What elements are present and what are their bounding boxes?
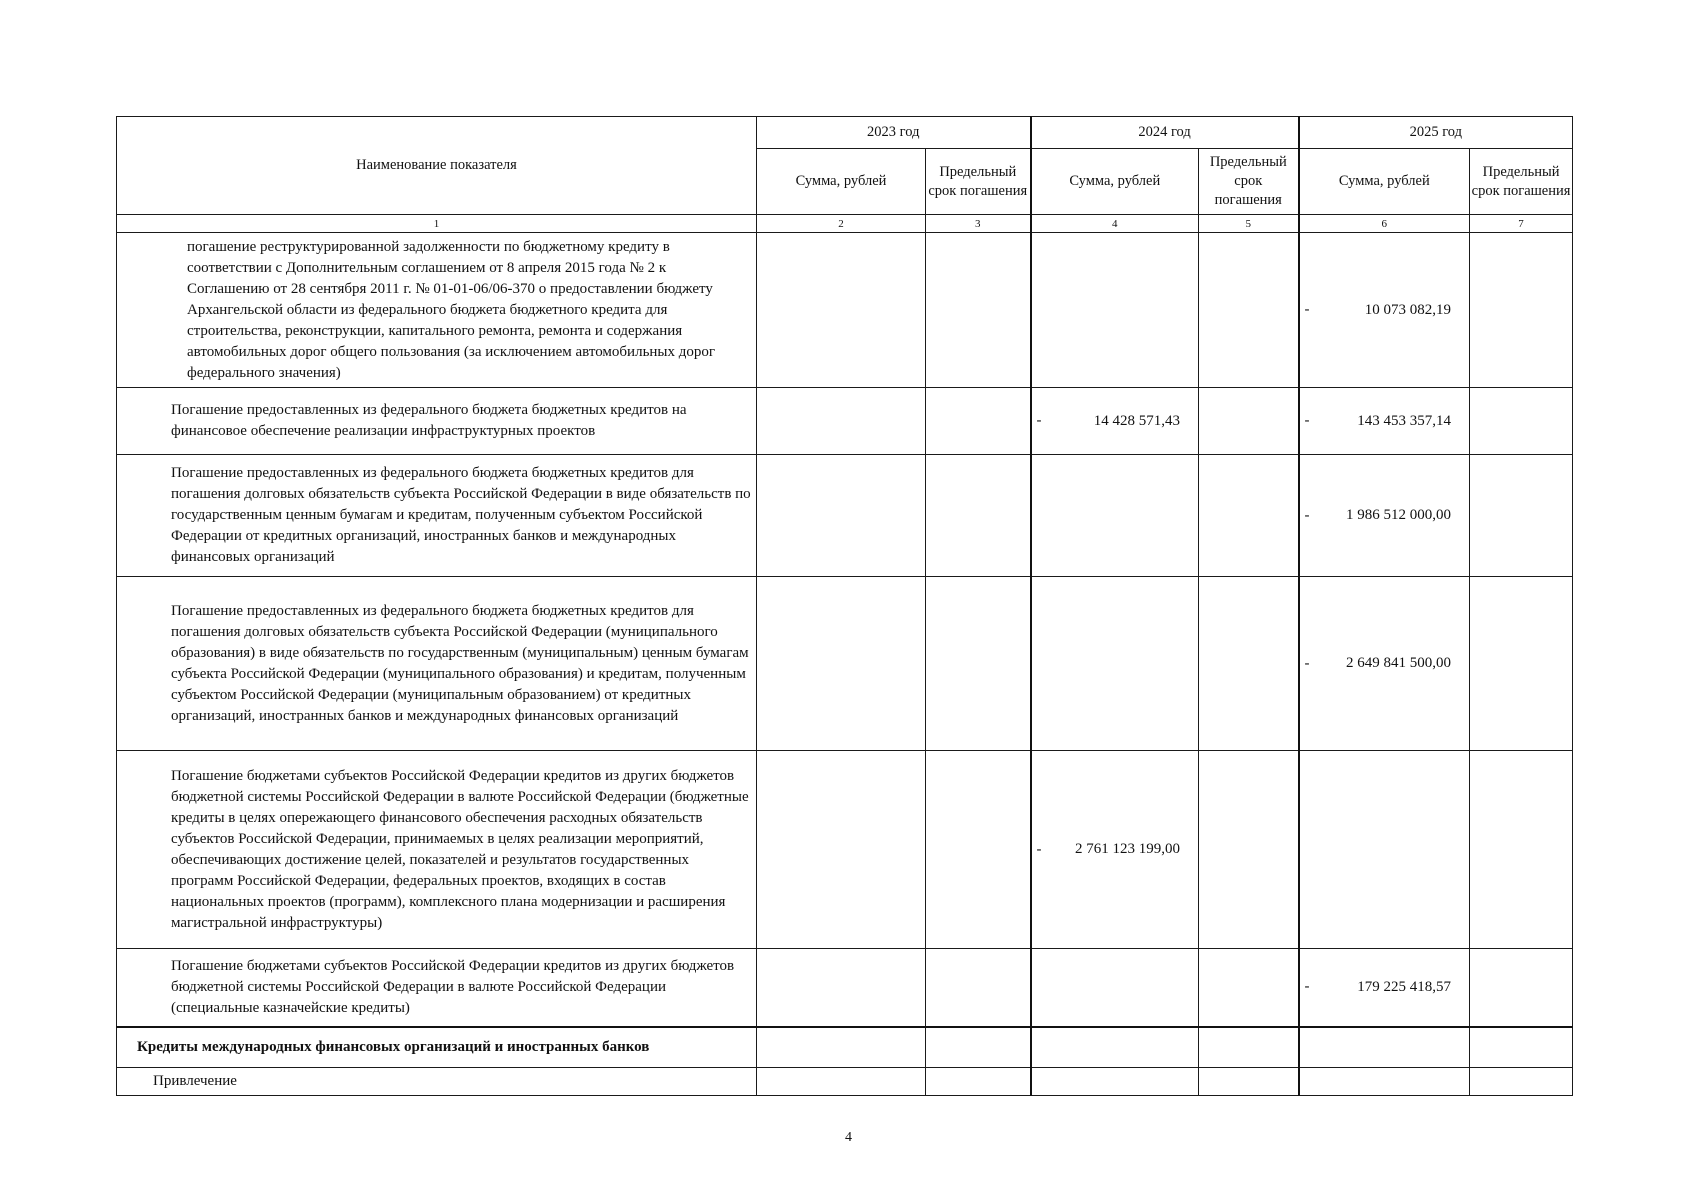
sum-2024	[1031, 751, 1199, 949]
sum-2023	[757, 388, 926, 455]
sum-2023	[757, 455, 926, 577]
term-2023	[926, 751, 1031, 949]
header-term-2024: Предельный срок погашения	[1199, 149, 1299, 215]
amount: 14 428 571,43	[1093, 412, 1181, 429]
sum-2024	[1031, 233, 1199, 388]
amount: 143 453 357,14	[1357, 412, 1452, 429]
sum-2024	[1031, 455, 1199, 577]
col-number: 4	[1031, 215, 1199, 233]
sum-2025	[1299, 1027, 1470, 1068]
amount: 179 225 418,57	[1357, 978, 1452, 995]
term-2023	[926, 1027, 1031, 1068]
dash: -	[1036, 841, 1042, 857]
row-name: Кредиты международных финансовых организаций и иностранных банков	[117, 1027, 757, 1068]
term-2024	[1199, 1068, 1299, 1096]
term-2024	[1199, 577, 1299, 751]
col-number: 7	[1470, 215, 1573, 233]
sum-2024	[1031, 1027, 1199, 1068]
sum-2025	[1299, 233, 1470, 388]
table-row	[117, 388, 1573, 455]
term-2023	[926, 577, 1031, 751]
sum-2025	[1299, 388, 1470, 455]
term-2024	[1199, 388, 1299, 455]
col-number: 2	[757, 215, 926, 233]
sum-2025	[1299, 949, 1470, 1027]
term-2023	[926, 949, 1031, 1027]
sum-2024	[1031, 949, 1199, 1027]
sum-2024	[1031, 388, 1199, 455]
sum-2023	[757, 1027, 926, 1068]
term-2024	[1199, 949, 1299, 1027]
dash: -	[1304, 507, 1310, 523]
term-2025	[1470, 1068, 1573, 1096]
sum-2025	[1299, 577, 1470, 751]
sum-2023	[757, 751, 926, 949]
table-row	[117, 751, 1573, 949]
term-2025	[1470, 577, 1573, 751]
row-name: Погашение предоставленных из федерального бюджета бюджетных кредитов для погашения долговых обязательств субъекта Российской Федерации (муниципального образования) в виде обязательств по государственным (муниципальным) ценным бумагам субъекта Российской Федерации (муниципального образования) и кредитам, полученным субъектом Российской Федерации (муниципальным образованием) от кредитных организаций, иностранных банков и международных финансовых организаций	[117, 577, 757, 751]
row-name: Погашение бюджетами субъектов Российской Федерации кредитов из других бюджетов бюджетной системы Российской Федерации в валюте Российской Федерации (специальные казначейские кредиты)	[117, 949, 757, 1027]
term-2025	[1470, 751, 1573, 949]
sum-2023	[757, 1068, 926, 1096]
sum-2024	[1031, 577, 1199, 751]
term-2024	[1199, 751, 1299, 949]
table-row	[117, 233, 1573, 388]
page-number: 4	[845, 1130, 852, 1145]
term-2025	[1470, 388, 1573, 455]
header-term-2023: Предельный срок погашения	[926, 149, 1031, 215]
term-2025	[1470, 233, 1573, 388]
term-2023	[926, 455, 1031, 577]
amount: 1 986 512 000,00	[1346, 507, 1452, 523]
term-2023	[926, 388, 1031, 455]
col-number: 3	[926, 215, 1031, 233]
term-2023	[926, 1068, 1031, 1096]
col-number: 5	[1199, 215, 1299, 233]
table-row	[117, 1068, 1573, 1096]
term-2024	[1199, 455, 1299, 577]
dash: -	[1304, 301, 1310, 318]
table-row	[117, 455, 1573, 577]
dash: -	[1304, 412, 1310, 429]
header-term-2025: Предельный срок погашения	[1470, 149, 1573, 215]
header-year-2024: 2024 год	[1031, 117, 1299, 149]
col-number: 6	[1299, 215, 1470, 233]
budget-table	[116, 116, 1573, 1096]
table-row	[117, 1027, 1573, 1068]
sum-2024	[1031, 1068, 1199, 1096]
amount: 2 761 123 199,00	[1075, 841, 1181, 857]
dash: -	[1304, 978, 1310, 995]
header-sum-2025: Сумма, рублей	[1299, 149, 1470, 215]
table-row	[117, 949, 1573, 1027]
header-sum-2024: Сумма, рублей	[1031, 149, 1199, 215]
sum-2025	[1299, 455, 1470, 577]
term-2025	[1470, 949, 1573, 1027]
col-number: 1	[117, 215, 757, 233]
amount: 10 073 082,19	[1364, 301, 1452, 318]
row-name: Привлечение	[117, 1068, 757, 1096]
row-name: Погашение бюджетами субъектов Российской Федерации кредитов из других бюджетов бюджетной системы Российской Федерации в валюте Российской Федерации (бюджетные кредиты в целях опережающего финансового обеспечения расходных обязательств субъектов Российской Федерации, принимаемых в целях реализации мероприятий, обеспечивающих достижение целей, показателей и результатов государственных программ Российской Федерации, федеральных проектов, входящих в состав национальных проектов (программ), комплексного плана модернизации и расширения магистральной инфраструктуры)	[117, 751, 757, 949]
term-2025	[1470, 1027, 1573, 1068]
dash: -	[1304, 655, 1310, 671]
header-year-2023: 2023 год	[757, 117, 1031, 149]
term-2024	[1199, 233, 1299, 388]
sum-2025	[1299, 1068, 1470, 1096]
term-2024	[1199, 1027, 1299, 1068]
sum-2025	[1299, 751, 1470, 949]
header-year-2025: 2025 год	[1299, 117, 1573, 149]
sum-2023	[757, 949, 926, 1027]
row-name: погашение реструктурированной задолженности по бюджетному кредиту в соответствии с Дополнительным соглашением от 8 апреля 2015 года № 2 к Соглашению от 28 сентября 2011 г. № 01-01-06/06-370 о предоставлении бюджету Архангельской области из федерального бюджета бюджетного кредита для строительства, реконструкции, капитального ремонта, ремонта и содержания автомобильных дорог общего пользования (за исключением автомобильных дорог федерального значения)	[117, 233, 757, 388]
dash: -	[1036, 412, 1042, 429]
table-row	[117, 577, 1573, 751]
term-2023	[926, 233, 1031, 388]
row-name: Погашение предоставленных из федерального бюджета бюджетных кредитов для погашения долговых обязательств субъекта Российской Федерации в виде обязательств по государственным ценным бумагам и кредитам, полученным субъектом Российской Федерации от кредитных организаций, иностранных банков и международных финансовых организаций	[117, 455, 757, 577]
row-name: Погашение предоставленных из федерального бюджета бюджетных кредитов на финансовое обеспечение реализации инфраструктурных проектов	[117, 388, 757, 455]
header-sum-2023: Сумма, рублей	[757, 149, 926, 215]
term-2025	[1470, 455, 1573, 577]
sum-2023	[757, 577, 926, 751]
sum-2023	[757, 233, 926, 388]
amount: 2 649 841 500,00	[1346, 655, 1452, 671]
header-name-column: Наименование показателя	[117, 117, 757, 215]
